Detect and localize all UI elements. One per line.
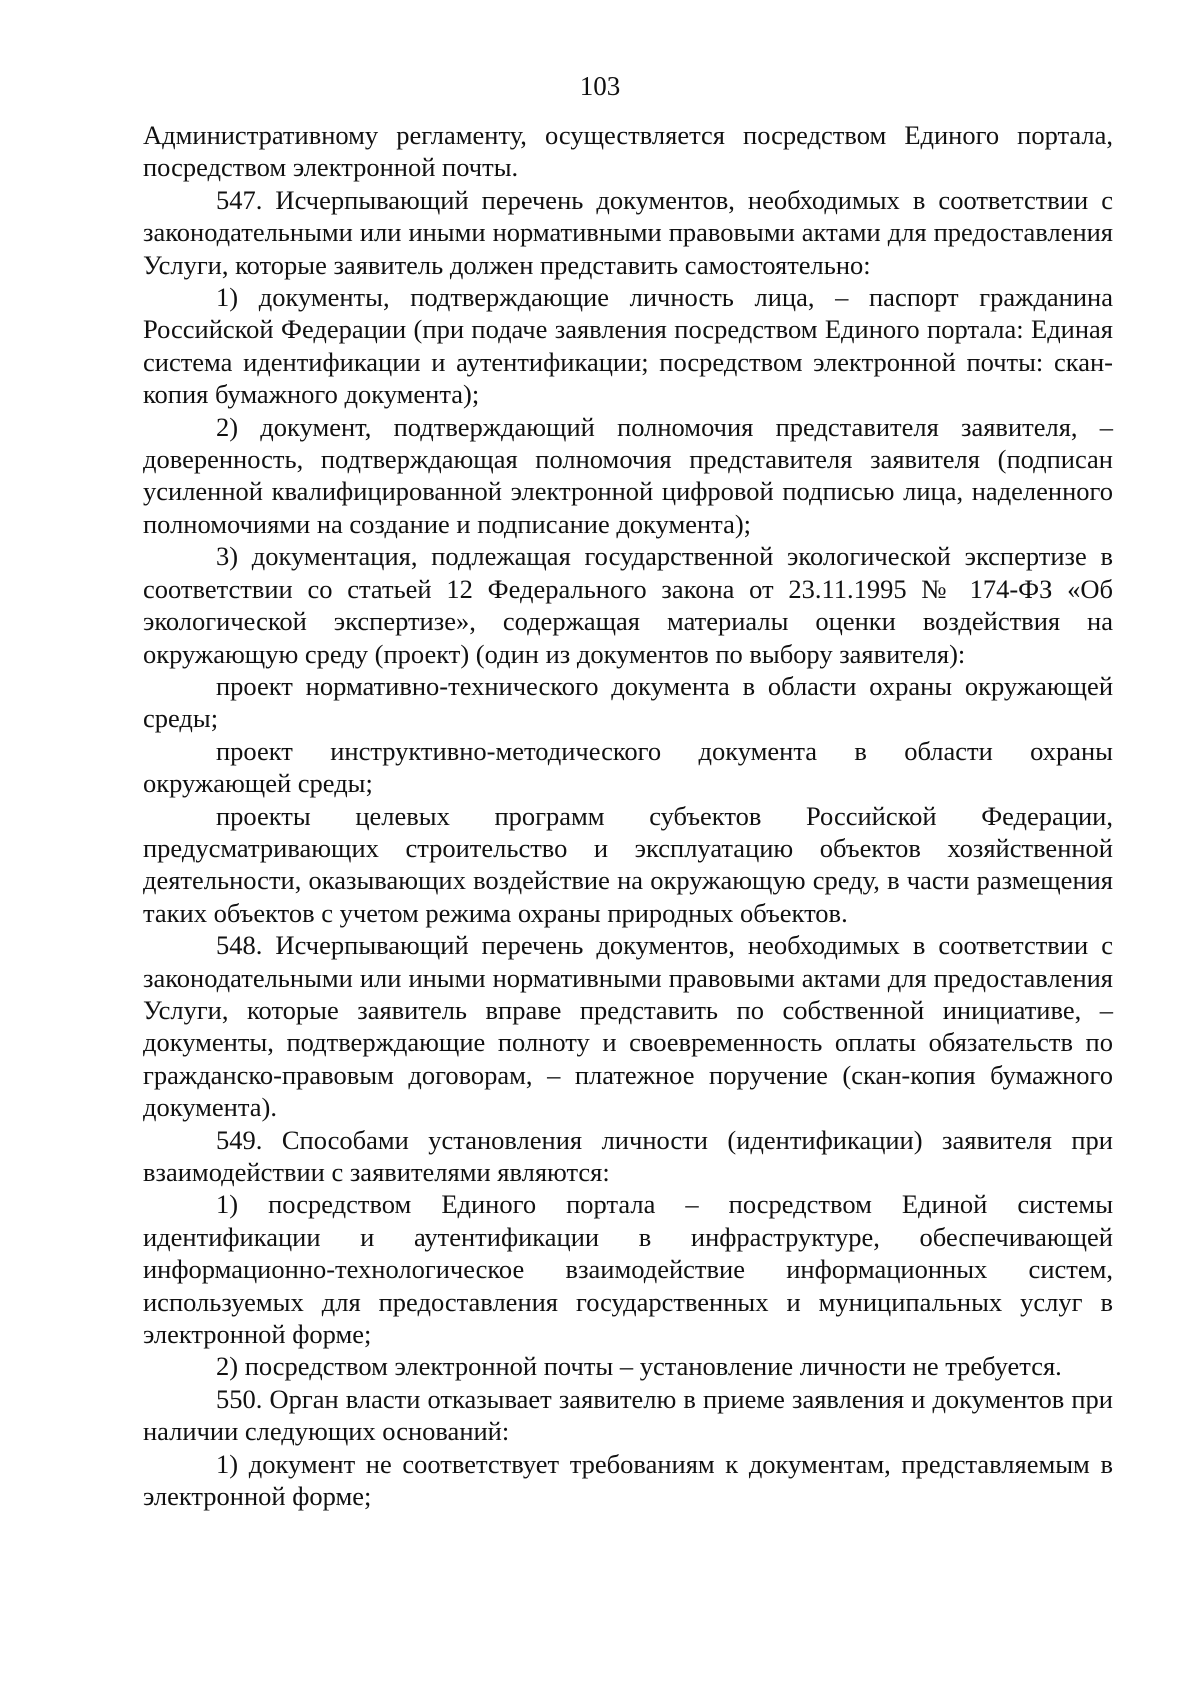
paragraph-continuation: Административному регламенту, осуществляется посредством Единого портала, посредством электронной почты. <box>143 120 1113 183</box>
sub-item-instructive-methodical: проект инструктивно-методического документа в области охраны окружающей среды; <box>143 735 1113 799</box>
list-item-550-1: 1) документ не соответствует требованиям к документам, представляемым в электронной форме; <box>143 1448 1113 1512</box>
document-body <box>143 119 1113 1512</box>
list-item-549-1: 1) посредством Единого портала – посредством Единой системы идентификации и аутентификации в инфраструктуре, обеспечивающей информационно-технологическое взаимодействие информационных систем, используемых для предоставления государственных и муниципальных услуг в электронной форме; <box>143 1189 1113 1350</box>
list-item-547-2: 2) документ, подтверждающий полномочия представителя заявителя, – доверенность, подтверждающая полномочия представителя заявителя (подписан усиленной квалифицированной электронной цифровой подписью лица, наделенного полномочиями на создание и подписание документа); <box>143 411 1113 539</box>
sub-item-normative-technical: проект нормативно-технического документа в области охраны окружающей среды; <box>143 670 1113 734</box>
list-item-549-2: 2) посредством электронной почты – установление личности не требуется. <box>216 1351 1062 1382</box>
sub-item-target-programs: проекты целевых программ субъектов Российской Федерации, предусматривающих строительство и эксплуатацию объектов хозяйственной деятельности, оказывающих воздействие на окружающую среду, в части размещения таких объектов с учетом режима охраны природных объектов. <box>143 800 1113 928</box>
page-number: 103 <box>579 71 621 101</box>
list-item-547-1: 1) документы, подтверждающие личность лица, – паспорт гражданина Российской Федерации (при подаче заявления посредством Единого портала: Единая система идентификации и аутентификации; посредством электронной почты: скан-копия бумажного документа); <box>143 282 1113 410</box>
paragraph-550: 550. Орган власти отказывает заявителю в приеме заявления и документов при наличии следующих оснований: <box>143 1383 1113 1447</box>
paragraph-547: 547. Исчерпывающий перечень документов, необходимых в соответствии с законодательными или иными нормативными правовыми актами для предоставления Услуги, которые заявитель должен представить самостоятельно: <box>143 184 1113 280</box>
paragraph-549: 549. Способами установления личности (идентификации) заявителя при взаимодействии с заявителями являются: <box>143 1124 1113 1187</box>
paragraph-548: 548. Исчерпывающий перечень документов, необходимых в соответствии с законодательными или иными нормативными правовыми актами для предоставления Услуги, которые заявитель вправе представить по собственной инициативе, – документы, подтверждающие полноту и своевременность оплаты обязательств по гражданско-правовым договорам, – платежное поручение (скан-копия бумажного документа). <box>143 930 1113 1123</box>
list-item-547-3: 3) документация, подлежащая государственной экологической экспертизе в соответствии со статьей 12 Федерального закона от 23.11.1995 № 174-ФЗ «Об экологической экспертизе», содержащая материалы оценки воздействия на окружающую среду (проект) (один из документов по выбору заявителя): <box>143 541 1113 669</box>
